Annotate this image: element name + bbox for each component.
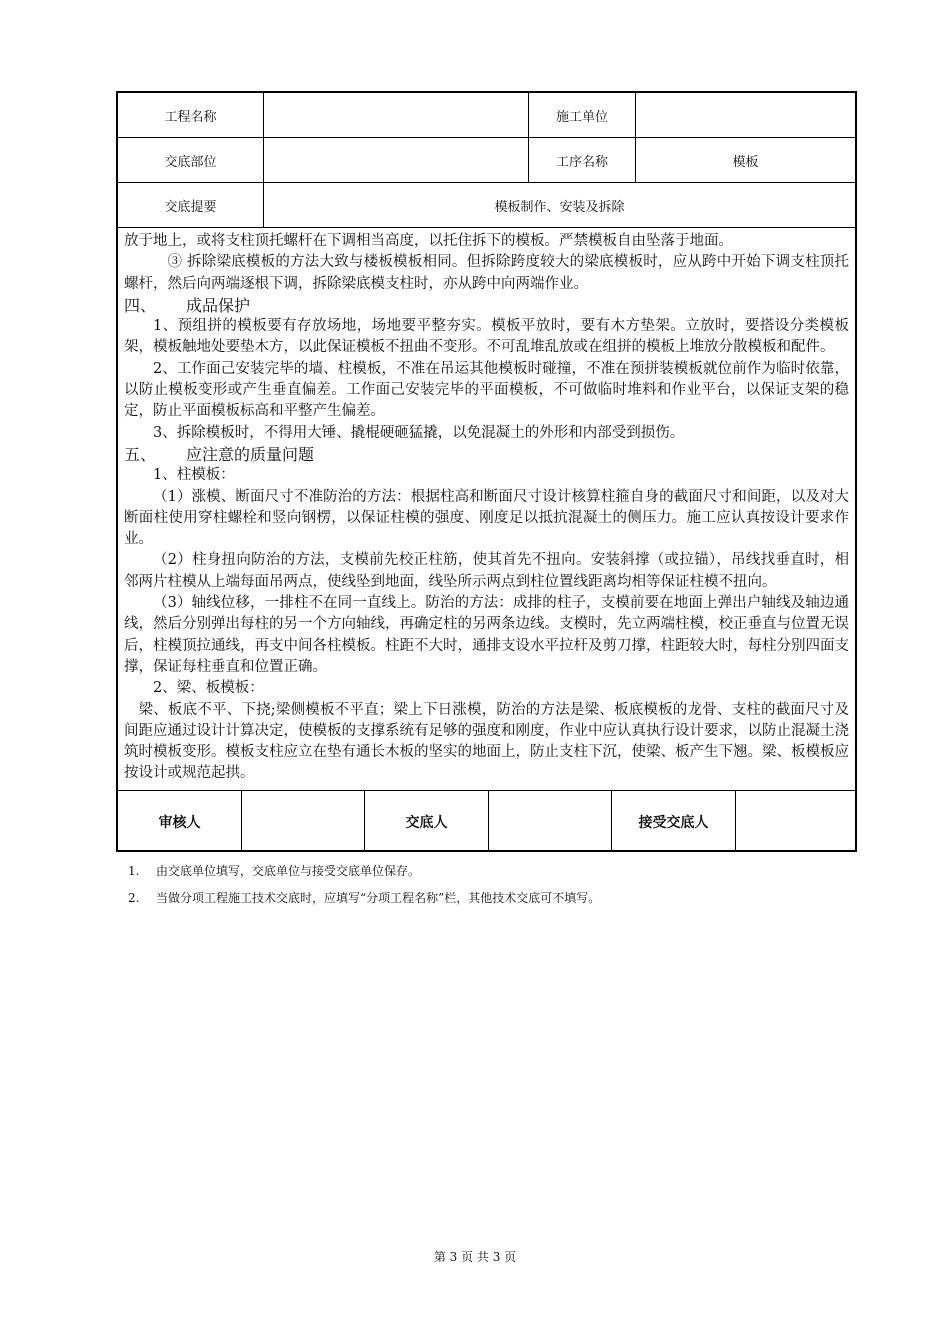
signature-row bbox=[118, 791, 855, 852]
construction-unit-field[interactable] bbox=[635, 93, 855, 137]
header-row-3 bbox=[118, 183, 855, 228]
note-item bbox=[128, 858, 600, 885]
note-item bbox=[128, 885, 600, 912]
reviewer-field[interactable] bbox=[241, 791, 364, 852]
paragraph: （2）柱身扭向防治的方法，支模前先校正柱筋，使其首先不扭向。安装斜撑（或拉锚），吊线找垂直时，相邻两片柱模从上端每面吊两点，使线坠到地面，线坠所示两点到柱位置线距离均相等保证柱模不扭向。 bbox=[124, 552, 849, 590]
reviewer-label: 审核人 bbox=[158, 814, 201, 831]
part-field[interactable] bbox=[263, 138, 528, 182]
paragraph: 2、工作面己安装完毕的墙、柱模板，不准在吊运其他模板时碰撞，不准在预拼装模板就位前作为临时依靠，以防止模板变形或产生垂直偏差。工作面己安装完毕的平面模板，不可做临时堆料和作业平台，以保证支架的稳定，防止平面模板标高和平整产生偏差。 bbox=[124, 360, 849, 420]
page-number: 第 3 页 共 3 页 bbox=[433, 1250, 517, 1264]
note-text: 由交底单位填写，交底单位与接受交底单位保存。 bbox=[156, 864, 421, 878]
receiver-field[interactable] bbox=[735, 791, 855, 852]
section-number: 五、 bbox=[124, 444, 157, 464]
paragraph: 放于地上，或将支柱顶托螺杆在下调相当高度，以托住拆下的模板。严禁模板自由坠落于地面。 bbox=[124, 233, 733, 249]
paragraph: 3、拆除模板时，不得用大锤、撬棍硬砸猛撬，以免混凝土的外形和内部受到损伤。 bbox=[153, 424, 685, 441]
paragraph: （1）涨模、断面尺寸不准防治的方法：根据柱高和断面尺寸设计核算柱箍自身的截面尺寸和间距，以及对大断面柱使用穿柱螺栓和竖向钢楞，以保证柱模的强度、刚度足以抵抗混凝土的侧压力。施工应认真按设计要求作业。 bbox=[124, 488, 849, 548]
header-row-1 bbox=[118, 93, 855, 138]
project-name-field[interactable] bbox=[263, 93, 528, 137]
summary-label: 交底提要 bbox=[164, 199, 217, 215]
paragraph: 2、梁、板模板： bbox=[153, 680, 264, 697]
section-title: 应注意的质量问题 bbox=[186, 444, 315, 464]
section-heading-4 bbox=[124, 295, 849, 316]
disclosure-form bbox=[116, 91, 857, 852]
paragraph: ③ 拆除梁底模板的方法大致与楼板模板相同。但拆除跨度较大的梁底模板时，应从跨中开始下调支柱顶托螺杆，然后向两端逐根下调，拆除梁底模支柱时，亦从跨中向两端作业。 bbox=[124, 254, 849, 292]
project-name-label: 工程名称 bbox=[164, 109, 217, 125]
paragraph: 梁、板底不平、下挠;梁侧模板不平直；梁上下日涨模，防治的方法是梁、板底模板的龙骨、支柱的截面尺寸及间距应通过设计计算决定，使模板的支撑系统有足够的强度和刚度，作业中应认真执行设计要求，以防止混凝土浇筑时模板变形。模板支柱应立在垫有通长木板的坚实的地面上，防止支柱下沉，使梁、板产生下翘。梁、板模板应按设计或规范起拱。 bbox=[124, 701, 849, 782]
section-number: 四、 bbox=[124, 295, 157, 315]
part-label: 交底部位 bbox=[164, 154, 217, 170]
discloser-field[interactable] bbox=[488, 791, 611, 852]
paragraph: 1、柱模板： bbox=[153, 467, 235, 484]
note-number: 1. bbox=[128, 864, 140, 878]
note-text: 当做分项工程施工技术交底时，应填写“分项工程名称”栏，其他技术交底可不填写。 bbox=[156, 891, 601, 905]
paragraph: （3）轴线位移，一排柱不在同一直线上。防治的方法：成排的柱子，支模前要在地面上弹出户轴线及轴边通线，然后分别弹出每柱的另一个方向轴线，再确定柱的另两条边线。支模时，先立两端柱模，校正垂直与位置无误后，柱模顶拉通线，再支中间各柱模板。柱距不大时，通排支设水平拉杆及剪刀撑，柱距较大时，每柱分别四面支撑，保证每柱垂直和位置正确。 bbox=[124, 595, 849, 675]
process-field[interactable]: 模板 bbox=[635, 138, 855, 182]
paragraph: 1、预组拼的模板要有存放场地，场地要平整夯实。模板平放时，要有木方垫架。立放时，要搭设分类模板架，模板触地处要垫木方，以此保证模板不扭曲不变形。不可乱堆乱放或在组拼的模板上堆放分散模板和配件。 bbox=[124, 318, 849, 356]
section-heading-5 bbox=[124, 444, 849, 465]
notes bbox=[128, 858, 600, 912]
discloser-label: 交底人 bbox=[364, 791, 488, 852]
header-row-2 bbox=[118, 138, 855, 183]
summary-field[interactable]: 模板制作、安装及拆除 bbox=[263, 183, 855, 227]
construction-unit-label: 施工单位 bbox=[528, 93, 635, 137]
disclosure-content bbox=[118, 228, 855, 791]
process-label: 工序名称 bbox=[528, 138, 635, 182]
section-title: 成品保护 bbox=[186, 295, 251, 315]
note-number: 2. bbox=[128, 891, 140, 905]
receiver-label: 接受交底人 bbox=[611, 791, 735, 852]
